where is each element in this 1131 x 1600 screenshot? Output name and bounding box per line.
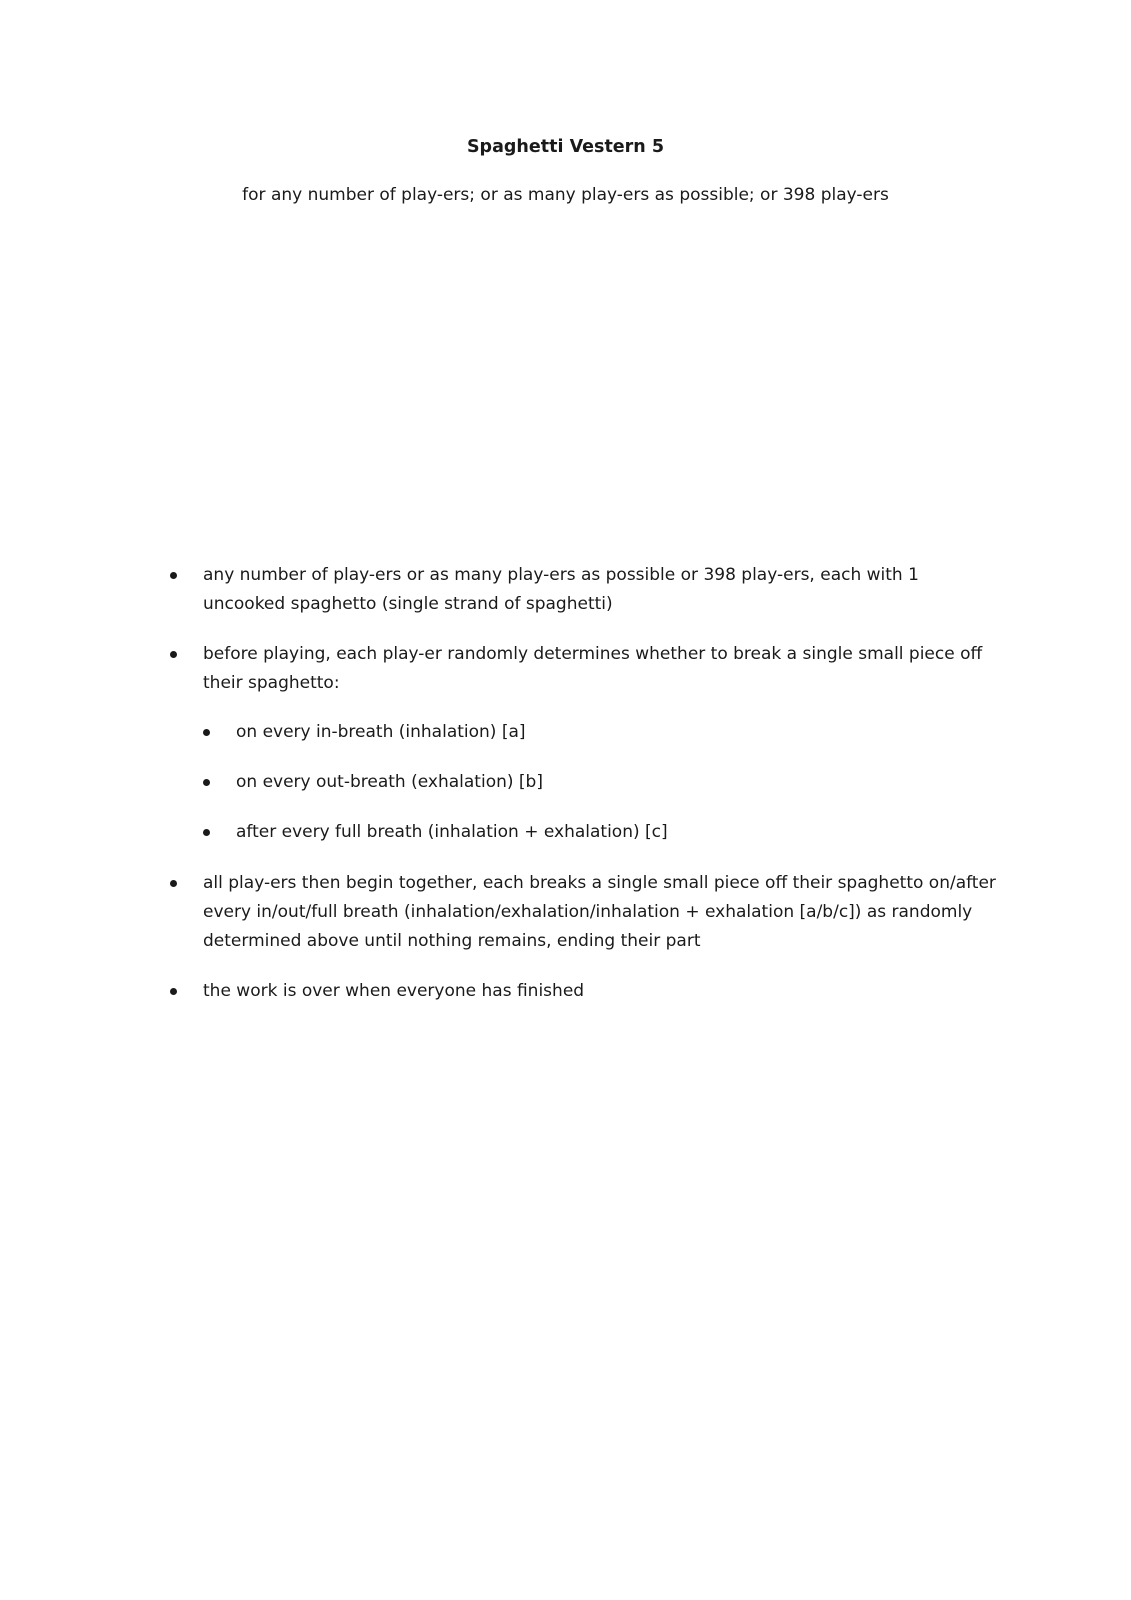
list-subitem-text: after every full breath (inhalation + exhalation) [c] [236,822,668,842]
bullet-icon [170,988,177,995]
list-subitem [236,718,1036,747]
list-subitem [236,818,1036,847]
list-subitem-text: on every out-breath (exhalation) [b] [236,772,543,792]
list-item-text: determined above until nothing remains, ending their part [203,931,701,951]
list-item-text: their spaghetto: [203,673,340,693]
list-item [203,869,1003,956]
bullet-icon [170,572,177,579]
list-item [203,561,1003,619]
document-subtitle: for any number of play-ers; or as many play-ers as possible; or 398 play-ers [242,185,889,205]
bullet-icon [170,880,177,887]
document-title: Spaghetti Vestern 5 [466,137,665,157]
list-item-text: every in/out/full breath (inhalation/exhalation/inhalation + exhalation [a/b/c]) as randomly [203,902,973,922]
list-item [203,977,1003,1006]
list-subitem-text: on every in-breath (inhalation) [a] [236,722,526,742]
bullet-icon [203,829,210,836]
list-item-text: all play-ers then begin together, each breaks a single small piece off their spaghetto on/after [203,873,996,893]
bullet-icon [203,779,210,786]
list-item-text: any number of play-ers or as many play-ers as possible or 398 play-ers, each with 1 [203,565,919,585]
bullet-icon [170,651,177,658]
list-item-text: uncooked spaghetto (single strand of spaghetti) [203,594,613,614]
list-subitem [236,768,1036,797]
list-item-text: the work is over when everyone has finished [203,981,585,1001]
list-item [203,640,1003,698]
list-item-text: before playing, each play-er randomly determines whether to break a single small piece off [203,644,983,664]
bullet-icon [203,729,210,736]
